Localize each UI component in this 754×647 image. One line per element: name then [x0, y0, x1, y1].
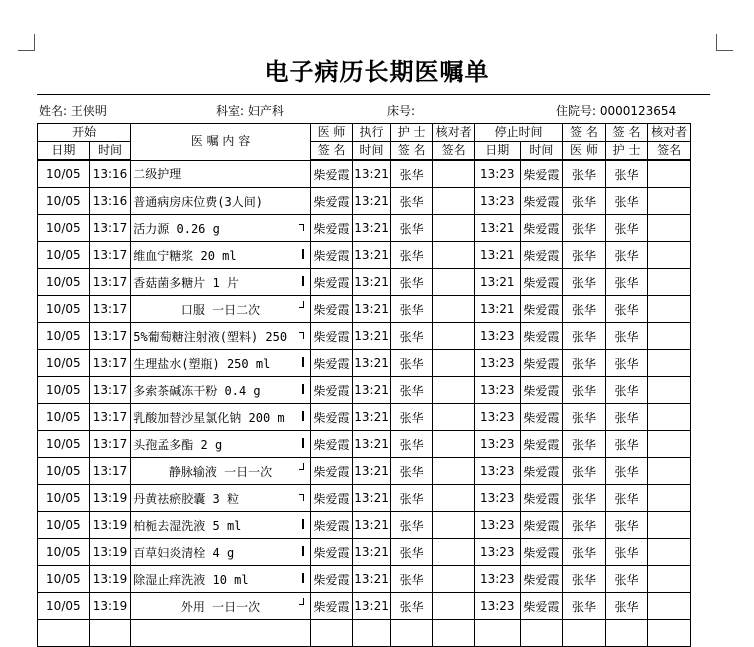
exec-time: 13:21 [353, 296, 391, 323]
group-bracket-middle [298, 573, 304, 583]
nurse-signature: 张华 [390, 539, 433, 566]
order-content: 活力源 0.26 g [131, 215, 310, 242]
header-stop-date: 日期 [474, 142, 520, 161]
order-time: 13:17 [89, 323, 131, 350]
stop-nurse-signature: 张华 [605, 485, 648, 512]
stop-nurse-signature: 张华 [605, 404, 648, 431]
orders-table [37, 123, 691, 647]
admission-number: 住院号: 0000123654 [556, 104, 677, 118]
group-bracket-middle [298, 438, 304, 448]
order-date: 10/05 [38, 512, 90, 539]
stop-nurse-signature: 张华 [605, 215, 648, 242]
header-checker2-1: 核对者 [648, 124, 691, 142]
exec-time: 13:21 [353, 188, 391, 215]
doctor-signature: 柴爱霞 [310, 296, 353, 323]
order-date: 10/05 [38, 160, 90, 188]
nurse-signature: 张华 [390, 458, 433, 485]
stop-date: 13:23 [474, 485, 520, 512]
stop-checker-signature [648, 620, 691, 647]
stop-time: 柴爱霞 [520, 323, 563, 350]
header-exec-time-2: 时间 [353, 142, 391, 161]
nurse-signature: 张华 [390, 242, 433, 269]
exec-time: 13:21 [353, 215, 391, 242]
group-bracket-middle [298, 249, 304, 259]
table-row [38, 620, 691, 647]
nurse-signature: 张华 [390, 215, 433, 242]
orders-table-body [38, 160, 691, 647]
header-rule [37, 94, 710, 95]
order-time: 13:17 [89, 431, 131, 458]
order-time: 13:19 [89, 512, 131, 539]
nurse-signature: 张华 [390, 593, 433, 620]
order-date [38, 620, 90, 647]
exec-time: 13:21 [353, 566, 391, 593]
stop-doctor-signature: 张华 [563, 566, 606, 593]
stop-date: 13:23 [474, 404, 520, 431]
exec-time: 13:21 [353, 377, 391, 404]
stop-date: 13:21 [474, 215, 520, 242]
stop-nurse-signature: 张华 [605, 593, 648, 620]
doctor-signature: 柴爱霞 [310, 215, 353, 242]
order-time: 13:19 [89, 539, 131, 566]
stop-doctor-signature: 张华 [563, 269, 606, 296]
table-row [38, 242, 691, 269]
order-time [89, 620, 131, 647]
stop-doctor-signature: 张华 [563, 431, 606, 458]
exec-time: 13:21 [353, 242, 391, 269]
exec-time: 13:21 [353, 323, 391, 350]
order-time: 13:17 [89, 215, 131, 242]
stop-date: 13:23 [474, 160, 520, 188]
stop-time [520, 620, 563, 647]
exec-time: 13:21 [353, 350, 391, 377]
bed-number: 床号: [387, 104, 416, 118]
exec-time: 13:21 [353, 512, 391, 539]
stop-checker-signature [648, 323, 691, 350]
stop-date: 13:23 [474, 566, 520, 593]
header-start: 开始 [38, 124, 131, 142]
doctor-signature: 柴爱霞 [310, 323, 353, 350]
stop-doctor-signature: 张华 [563, 539, 606, 566]
exec-time: 13:21 [353, 160, 391, 188]
group-bracket-middle [298, 276, 304, 286]
stop-date: 13:23 [474, 593, 520, 620]
checker-signature [433, 160, 475, 188]
checker-signature [433, 269, 475, 296]
order-date: 10/05 [38, 458, 90, 485]
doctor-signature: 柴爱霞 [310, 269, 353, 296]
table-row [38, 593, 691, 620]
header-sign-nurse-1: 签 名 [605, 124, 648, 142]
order-date: 10/05 [38, 323, 90, 350]
stop-doctor-signature: 张华 [563, 188, 606, 215]
stop-date: 13:23 [474, 431, 520, 458]
doctor-signature: 柴爱霞 [310, 188, 353, 215]
stop-checker-signature [648, 350, 691, 377]
group-bracket-last [299, 463, 304, 470]
exec-time: 13:21 [353, 485, 391, 512]
order-content: 乳酸加替沙星氯化钠 200 m [131, 404, 310, 431]
stop-checker-signature [648, 242, 691, 269]
exec-time [353, 620, 391, 647]
stop-nurse-signature: 张华 [605, 539, 648, 566]
exec-time: 13:21 [353, 431, 391, 458]
group-bracket-first [299, 332, 304, 339]
table-row [38, 350, 691, 377]
order-time: 13:16 [89, 188, 131, 215]
stop-date [474, 620, 520, 647]
doctor-signature: 柴爱霞 [310, 377, 353, 404]
patient-name: 姓名: 王侠明 [39, 104, 107, 118]
order-content: 普通病房床位费(3人间) [131, 188, 310, 215]
header-sign-doctor-2: 医 师 [563, 142, 606, 161]
stop-checker-signature [648, 160, 691, 188]
order-date: 10/05 [38, 269, 90, 296]
stop-time: 柴爱霞 [520, 458, 563, 485]
table-row [38, 269, 691, 296]
stop-nurse-signature: 张华 [605, 431, 648, 458]
exec-time: 13:21 [353, 593, 391, 620]
header-stop-time: 停止时间 [474, 124, 562, 142]
order-date: 10/05 [38, 188, 90, 215]
order-time: 13:17 [89, 350, 131, 377]
stop-checker-signature [648, 296, 691, 323]
header-doctor-sign-1: 医 师 [310, 124, 353, 142]
order-date: 10/05 [38, 377, 90, 404]
stop-doctor-signature: 张华 [563, 512, 606, 539]
stop-doctor-signature: 张华 [563, 215, 606, 242]
doctor-signature: 柴爱霞 [310, 431, 353, 458]
stop-time: 柴爱霞 [520, 512, 563, 539]
document-title: 电子病历长期医嘱单 [264, 57, 490, 86]
table-row [38, 512, 691, 539]
stop-checker-signature [648, 485, 691, 512]
order-content: 二级护理 [131, 160, 310, 188]
stop-doctor-signature: 张华 [563, 404, 606, 431]
stop-checker-signature [648, 512, 691, 539]
order-content: 丹黄祛瘀胶囊 3 粒 [131, 485, 310, 512]
checker-signature [433, 539, 475, 566]
nurse-signature: 张华 [390, 431, 433, 458]
stop-doctor-signature: 张华 [563, 323, 606, 350]
header-checker-1: 核对者 [433, 124, 475, 142]
corner-mark-top-right [716, 34, 733, 51]
table-row [38, 539, 691, 566]
group-bracket-middle [298, 411, 304, 421]
nurse-signature: 张华 [390, 485, 433, 512]
stop-time: 柴爱霞 [520, 566, 563, 593]
nurse-signature: 张华 [390, 323, 433, 350]
table-row [38, 377, 691, 404]
checker-signature [433, 350, 475, 377]
checker-signature [433, 377, 475, 404]
group-bracket-middle [298, 357, 304, 367]
checker-signature [433, 431, 475, 458]
order-time: 13:17 [89, 242, 131, 269]
doctor-signature: 柴爱霞 [310, 566, 353, 593]
table-row [38, 215, 691, 242]
stop-date: 13:23 [474, 377, 520, 404]
header-stop-time-col: 时间 [520, 142, 563, 161]
order-content: 生理盐水(塑瓶) 250 ml [131, 350, 310, 377]
group-bracket-last [299, 598, 304, 605]
doctor-signature: 柴爱霞 [310, 458, 353, 485]
checker-signature [433, 620, 475, 647]
stop-checker-signature [648, 566, 691, 593]
stop-checker-signature [648, 377, 691, 404]
stop-date: 13:23 [474, 512, 520, 539]
nurse-signature: 张华 [390, 566, 433, 593]
doctor-signature: 柴爱霞 [310, 160, 353, 188]
doctor-signature [310, 620, 353, 647]
table-row [38, 160, 691, 188]
checker-signature [433, 296, 475, 323]
checker-signature [433, 215, 475, 242]
header-sign-nurse-2: 护 士 [605, 142, 648, 161]
stop-time: 柴爱霞 [520, 242, 563, 269]
table-row [38, 458, 691, 485]
stop-nurse-signature: 张华 [605, 566, 648, 593]
stop-doctor-signature: 张华 [563, 242, 606, 269]
stop-time: 柴爱霞 [520, 404, 563, 431]
stop-time: 柴爱霞 [520, 377, 563, 404]
order-content: 柏栀去湿洗液 5 ml [131, 512, 310, 539]
stop-doctor-signature: 张华 [563, 377, 606, 404]
stop-nurse-signature: 张华 [605, 188, 648, 215]
exec-time: 13:21 [353, 404, 391, 431]
checker-signature [433, 323, 475, 350]
header-checker-2: 签名 [433, 142, 475, 161]
group-bracket-middle [298, 519, 304, 529]
stop-nurse-signature: 张华 [605, 160, 648, 188]
nurse-signature: 张华 [390, 296, 433, 323]
order-time: 13:17 [89, 377, 131, 404]
order-time: 13:17 [89, 404, 131, 431]
nurse-signature [390, 620, 433, 647]
stop-doctor-signature: 张华 [563, 458, 606, 485]
stop-date: 13:23 [474, 539, 520, 566]
doctor-signature: 柴爱霞 [310, 512, 353, 539]
stop-time: 柴爱霞 [520, 188, 563, 215]
order-date: 10/05 [38, 215, 90, 242]
stop-nurse-signature: 张华 [605, 512, 648, 539]
stop-time: 柴爱霞 [520, 485, 563, 512]
order-date: 10/05 [38, 566, 90, 593]
stop-time: 柴爱霞 [520, 296, 563, 323]
stop-doctor-signature: 张华 [563, 593, 606, 620]
exec-time: 13:21 [353, 269, 391, 296]
table-row [38, 566, 691, 593]
order-date: 10/05 [38, 404, 90, 431]
stop-date: 13:23 [474, 323, 520, 350]
order-time: 13:17 [89, 296, 131, 323]
stop-doctor-signature: 张华 [563, 485, 606, 512]
order-date: 10/05 [38, 350, 90, 377]
header-sign-doctor-1: 签 名 [563, 124, 606, 142]
corner-mark-top-left [18, 34, 35, 51]
stop-time: 柴爱霞 [520, 160, 563, 188]
table-row [38, 188, 691, 215]
order-content: 除湿止痒洗液 10 ml [131, 566, 310, 593]
stop-nurse-signature: 张华 [605, 296, 648, 323]
stop-time: 柴爱霞 [520, 593, 563, 620]
header-content: 医 嘱 内 容 [131, 124, 310, 161]
group-bracket-middle [298, 384, 304, 394]
doctor-signature: 柴爱霞 [310, 350, 353, 377]
order-date: 10/05 [38, 593, 90, 620]
stop-nurse-signature: 张华 [605, 377, 648, 404]
stop-checker-signature [648, 539, 691, 566]
order-content: 5%葡萄糖注射液(塑料) 250 [131, 323, 310, 350]
order-content: 维血宁糖浆 20 ml [131, 242, 310, 269]
group-bracket-last [299, 301, 304, 308]
order-content: 静脉输液 一日一次 [131, 458, 310, 485]
stop-time: 柴爱霞 [520, 539, 563, 566]
doctor-signature: 柴爱霞 [310, 404, 353, 431]
exec-time: 13:21 [353, 539, 391, 566]
doctor-signature: 柴爱霞 [310, 539, 353, 566]
stop-time: 柴爱霞 [520, 269, 563, 296]
order-time: 13:16 [89, 160, 131, 188]
header-date: 日期 [38, 142, 90, 161]
stop-nurse-signature: 张华 [605, 350, 648, 377]
stop-date: 13:23 [474, 458, 520, 485]
header-time: 时间 [89, 142, 131, 161]
stop-date: 13:21 [474, 242, 520, 269]
stop-time: 柴爱霞 [520, 350, 563, 377]
stop-doctor-signature: 张华 [563, 296, 606, 323]
checker-signature [433, 458, 475, 485]
nurse-signature: 张华 [390, 350, 433, 377]
stop-date: 13:23 [474, 188, 520, 215]
stop-checker-signature [648, 458, 691, 485]
table-row [38, 296, 691, 323]
table-row [38, 323, 691, 350]
checker-signature [433, 188, 475, 215]
stop-doctor-signature [563, 620, 606, 647]
nurse-signature: 张华 [390, 404, 433, 431]
checker-signature [433, 404, 475, 431]
order-time: 13:19 [89, 485, 131, 512]
checker-signature [433, 485, 475, 512]
stop-time: 柴爱霞 [520, 215, 563, 242]
order-time: 13:19 [89, 566, 131, 593]
stop-checker-signature [648, 593, 691, 620]
stop-nurse-signature: 张华 [605, 269, 648, 296]
order-date: 10/05 [38, 431, 90, 458]
order-content [131, 620, 310, 647]
order-content: 头孢孟多酯 2 g [131, 431, 310, 458]
group-bracket-middle [298, 546, 304, 556]
group-bracket-first [299, 224, 304, 231]
header-nurse-sign-1: 护 士 [390, 124, 433, 142]
stop-checker-signature [648, 188, 691, 215]
nurse-signature: 张华 [390, 377, 433, 404]
nurse-signature: 张华 [390, 512, 433, 539]
group-bracket-first [299, 494, 304, 501]
department: 科室: 妇产科 [216, 104, 284, 118]
exec-time: 13:21 [353, 458, 391, 485]
order-content: 百草妇炎清栓 4 g [131, 539, 310, 566]
order-time: 13:17 [89, 269, 131, 296]
nurse-signature: 张华 [390, 160, 433, 188]
checker-signature [433, 242, 475, 269]
doctor-signature: 柴爱霞 [310, 242, 353, 269]
order-date: 10/05 [38, 485, 90, 512]
checker-signature [433, 593, 475, 620]
order-content: 外用 一日一次 [131, 593, 310, 620]
order-content: 香菇菌多糖片 1 片 [131, 269, 310, 296]
stop-nurse-signature: 张华 [605, 458, 648, 485]
stop-checker-signature [648, 269, 691, 296]
header-checker2-2: 签名 [648, 142, 691, 161]
stop-checker-signature [648, 404, 691, 431]
stop-date: 13:21 [474, 269, 520, 296]
stop-nurse-signature [605, 620, 648, 647]
nurse-signature: 张华 [390, 188, 433, 215]
stop-nurse-signature: 张华 [605, 242, 648, 269]
table-row [38, 431, 691, 458]
order-content: 口服 一日二次 [131, 296, 310, 323]
order-time: 13:19 [89, 593, 131, 620]
stop-nurse-signature: 张华 [605, 323, 648, 350]
stop-time: 柴爱霞 [520, 431, 563, 458]
order-date: 10/05 [38, 296, 90, 323]
nurse-signature: 张华 [390, 269, 433, 296]
stop-doctor-signature: 张华 [563, 350, 606, 377]
table-row [38, 404, 691, 431]
order-time: 13:17 [89, 458, 131, 485]
order-date: 10/05 [38, 242, 90, 269]
order-content: 多索茶碱冻干粉 0.4 g [131, 377, 310, 404]
header-doctor-sign-2: 签 名 [310, 142, 353, 161]
checker-signature [433, 566, 475, 593]
header-nurse-sign-2: 签 名 [390, 142, 433, 161]
stop-checker-signature [648, 431, 691, 458]
header-exec-time-1: 执行 [353, 124, 391, 142]
checker-signature [433, 512, 475, 539]
order-date: 10/05 [38, 539, 90, 566]
stop-checker-signature [648, 215, 691, 242]
stop-date: 13:21 [474, 296, 520, 323]
stop-date: 13:23 [474, 350, 520, 377]
doctor-signature: 柴爱霞 [310, 593, 353, 620]
doctor-signature: 柴爱霞 [310, 485, 353, 512]
stop-doctor-signature: 张华 [563, 160, 606, 188]
table-row [38, 485, 691, 512]
